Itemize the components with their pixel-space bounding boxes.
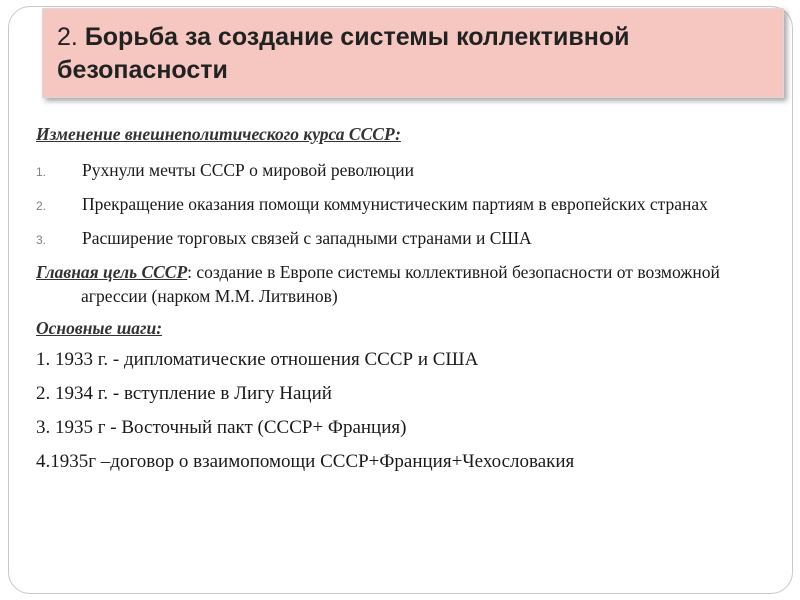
list-item-text: Рухнули мечты СССР о мировой революции: [82, 160, 414, 180]
step-item: 1. 1933 г. - дипломатические отношения СССР и США: [36, 349, 479, 370]
slide-title: [57, 21, 773, 87]
list-marker: 1.: [36, 165, 47, 179]
steps-heading: Основные шаги:: [36, 318, 163, 338]
main-goal: [36, 260, 776, 308]
list-item: [36, 226, 776, 250]
list-item: [36, 158, 776, 182]
section-heading: Изменение внешнеполитического курса СССР:: [36, 124, 401, 144]
title-number: 2.: [57, 23, 78, 51]
step-item: 4.1935г –договор о взаимопомощи СССР+Франция+Чехословакия: [36, 451, 575, 472]
list-marker: 3.: [36, 233, 47, 247]
list-item-text: Расширение торговых связей с западными странами и США: [82, 228, 532, 248]
slide-content: [36, 122, 776, 484]
title-box: [42, 8, 784, 98]
list-item-text: Прекращение оказания помощи коммунистическим партиям в европейских странах: [82, 194, 708, 214]
step-item: 2. 1934 г. - вступление в Лигу Наций: [36, 383, 332, 404]
goal-label: Главная цель СССР: [36, 262, 188, 282]
title-text: Борьба за создание системы коллективной безопасности: [57, 23, 630, 84]
numbered-list: [36, 158, 776, 250]
step-item: 3. 1935 г - Восточный пакт (СССР+ Франция): [36, 417, 407, 438]
list-marker: 2.: [36, 199, 47, 213]
list-item: [36, 192, 776, 216]
goal-text: : создание в Европе системы коллективной безопасности от возможной агрессии (нарком М.М. Литвинов): [81, 262, 720, 306]
